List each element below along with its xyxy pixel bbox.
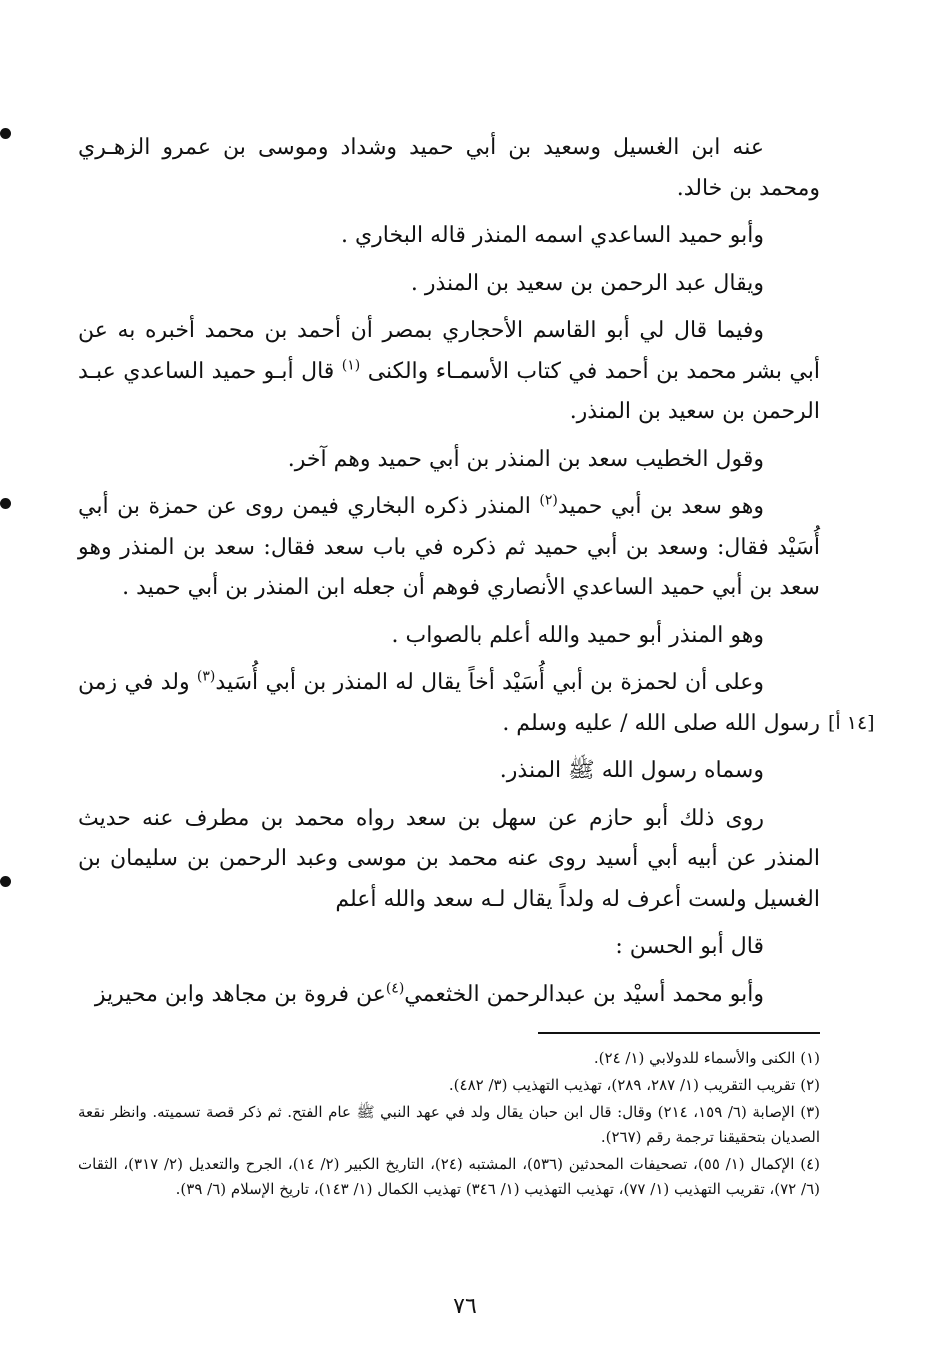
footnote-ref: (٢) <box>539 492 558 509</box>
folio-margin-note: [١٤ أ] <box>828 712 875 734</box>
paragraph-text: المنذر ذكره البخاري فيمن روى عن حمزة بن أبي أُسَيْد فقال: وسعد بن أبي حميد ثم ذكره في باب سعد فقال: سعد بن المنذر وهو سعد بن أبي حميد الساعدي الأنصاري فوهم أن جعله ابن المنذر بن أبي حميد . <box>78 494 820 600</box>
paragraph-text: وعلى أن لحمزة بن أبي أُسَيْد أخاً يقال له المنذر بن أبي أُسَيد <box>215 670 764 695</box>
page-number: ٧٦ <box>453 1294 477 1319</box>
paragraph-text: عن فروة بن مجاهد وابن محيريز <box>94 981 386 1007</box>
paragraph <box>78 975 820 1016</box>
paragraph <box>78 487 820 609</box>
paragraph: وقول الخطيب سعد بن المنذر بن أبي حميد وهم آخر. <box>287 446 764 472</box>
footnote-divider <box>538 1032 820 1034</box>
paragraph: عنه ابن الغسيل وسعيد بن أبي حميد وشداد وموسى بن عمرو الزهـري ومحمد بن خالد. <box>78 135 820 201</box>
footnote-ref: (٣) <box>196 668 216 685</box>
paragraph: ويقال عبد الرحمن بن سعيد بن المنذر . <box>410 270 764 296</box>
paragraph: وسماه رسول الله ﷺ المنذر. <box>499 758 764 783</box>
paragraph-text: وهو سعد بن أبي حميد <box>557 494 764 519</box>
main-text <box>78 128 820 1022</box>
paragraph <box>78 311 820 433</box>
footnote-ref: (١) <box>341 357 361 374</box>
paragraph-text: وأبو محمد أسيْد بن عبدالرحمن الخثعمي <box>404 981 764 1007</box>
paragraph: وأبو حميد الساعدي اسمه المنذر قاله البخاري . <box>340 223 764 248</box>
paragraph-text: ولد في زمن رسول الله صلى الله / عليه وسلم . <box>78 670 820 736</box>
paragraph: قال أبو الحسن : <box>615 934 764 959</box>
paragraph: وهو المنذر أبو حميد والله أعلم بالصواب . <box>391 622 764 648</box>
margin-dot <box>0 498 11 509</box>
paragraph-text: قال أبـو حميد الساعدي عبـد الرحمن بن سعيد بن المنذر. <box>78 358 820 424</box>
margin-dot <box>0 128 11 139</box>
footnote: (٤) الإكمال (١/ ٥٥)، تصحيفات المحدثين (٥٣٦)، المشتبه (٢٤)، التاريخ الكبير (٢/ ١٤)، الجرح والتعديل (٢/ ٣١٧)، الثقات (٦/ ٧٢)، تقريب التهذيب (١/ ٧٧)، تهذيب التهذيب (١/ ٣٤٦) تهذيب الكمال (١/ ١٤٣)، تاريخ الإسلام (٦/ ٣٩). <box>78 1155 820 1198</box>
paragraph <box>78 663 820 744</box>
margin-dot <box>0 876 11 887</box>
footnote-ref: (٤) <box>385 980 405 997</box>
footnote: (٣) الإصابة (٦/ ١٥٩، ٢١٤) وقال: قال ابن حبان يقال ولد في عهد النبي ﷺ عام الفتح. ثم ذكر قصة تسميته. وانظر نقعة الصديان بتحقيقنا ترجمة رقم (٢٦٧). <box>78 1103 821 1146</box>
footnote: (٢) تقريب التقريب (١/ ٢٨٧، ٢٨٩)، تهذيب التهذيب (٣/ ٤٨٢). <box>448 1076 820 1094</box>
footnote: (١) الكنى والأسماء للدولابي (١/ ٢٤). <box>593 1049 820 1067</box>
paragraph: روى ذلك أبو حازم عن سهل بن سعد رواه محمد بن مطرف عنه حديث المنذر عن أبيه أبي أسيد روى عنه محمد بن موسى وعبد الرحمن بن سليمان بن الغسيل ولست أعرف له ولداً يقال لـه سعد والله أعلم <box>78 805 820 912</box>
paragraph-text: وفيما قال لي أبو القاسم الأحجاري بمصر أن أحمد بن محمد أخبره به عن أبي بشر محمد بن أحمد في كتاب الأسمـاء والكنى <box>78 318 821 384</box>
footnotes <box>78 1046 820 1204</box>
